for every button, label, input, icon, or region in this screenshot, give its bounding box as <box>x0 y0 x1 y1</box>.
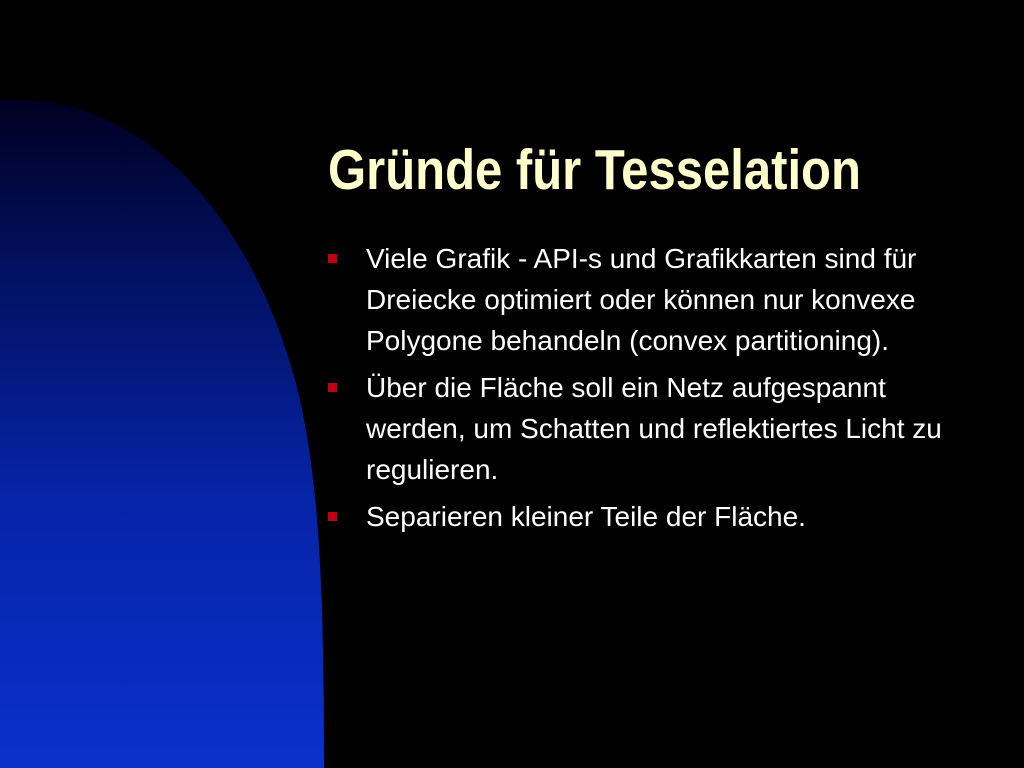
decorative-blue-arc-shape <box>0 0 340 768</box>
square-bullet-icon <box>328 254 337 263</box>
bullet-text: Über die Fläche soll ein Netz aufgespannt werden, um Schatten und reflektiertes Licht zu regulieren. <box>366 372 942 485</box>
bullet-item <box>322 496 982 537</box>
square-bullet-icon <box>328 512 337 521</box>
bullet-text: Separieren kleiner Teile der Fläche. <box>366 501 806 532</box>
bullet-item <box>322 367 982 490</box>
bullet-list <box>322 238 982 543</box>
slide-title: Gründe für Tesselation <box>328 138 861 202</box>
bullet-text: Viele Grafik - API-s und Grafikkarten sind für Dreiecke optimiert oder können nur konvexe Polygone behandeln (convex partitioning). <box>366 243 917 356</box>
square-bullet-icon <box>328 383 337 392</box>
bullet-item <box>322 238 982 361</box>
